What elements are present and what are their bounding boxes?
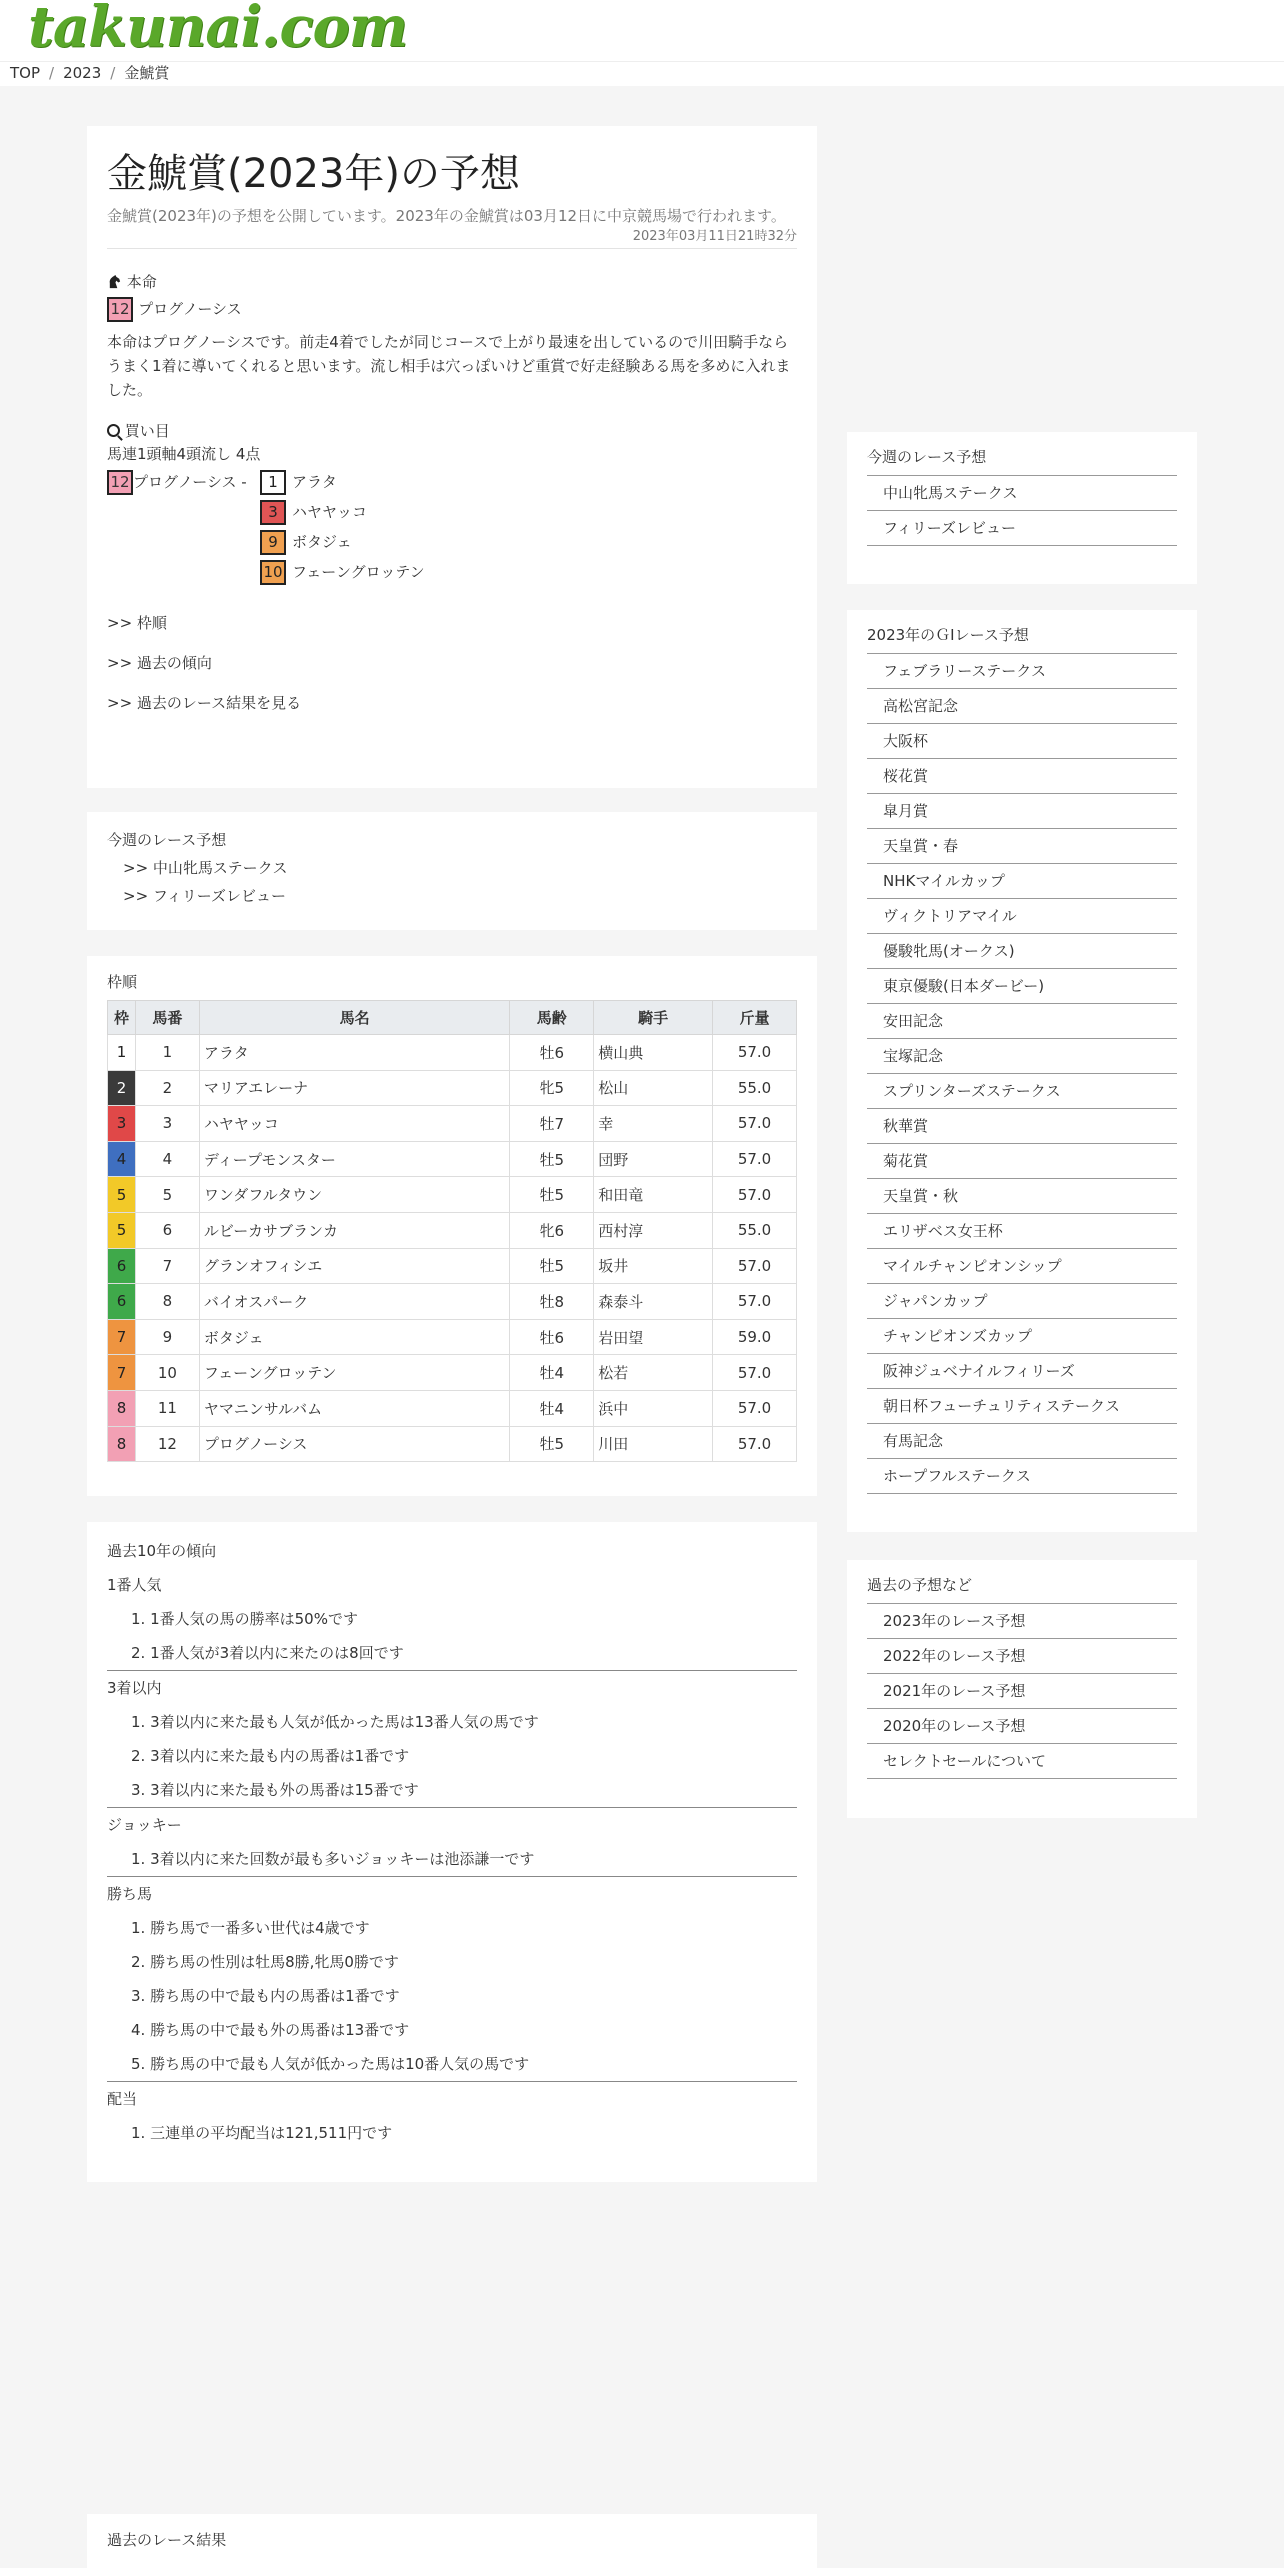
horse-number-cell: 11: [135, 1390, 199, 1426]
horse-number-cell: 9: [135, 1319, 199, 1355]
sidebar-link[interactable]: 2022年のレース予想: [883, 1647, 1026, 1665]
sidebar-link[interactable]: 優駿牝馬(オークス): [883, 942, 1015, 960]
table-row: [108, 1035, 797, 1071]
weight-cell: 57.0: [713, 1141, 797, 1177]
sidebar-link[interactable]: 2020年のレース予想: [883, 1717, 1026, 1735]
partner-list: [260, 470, 425, 590]
sidebar-link[interactable]: 皐月賞: [883, 802, 929, 820]
table-row: [108, 1106, 797, 1142]
table-row: [108, 1284, 797, 1320]
week-races-title: 今週のレース予想: [107, 831, 227, 849]
sidebar-item[interactable]: [867, 1074, 1177, 1109]
sidebar-item[interactable]: [867, 864, 1177, 899]
sidebar-link[interactable]: スプリンターズステークス: [883, 1082, 1061, 1100]
col-name: 馬名: [199, 1001, 509, 1035]
weight-cell: 57.0: [713, 1284, 797, 1320]
sidebar-week-box: [847, 432, 1197, 584]
horse-name-cell: ディープモンスター: [199, 1141, 509, 1177]
sidebar-week-title: 今週のレース予想: [867, 446, 1177, 476]
sidebar-link[interactable]: 天皇賞・春: [883, 837, 959, 855]
link-past-results[interactable]: >> 過去のレース結果を見る: [107, 694, 302, 712]
table-row: [108, 1426, 797, 1462]
article-links: [107, 612, 797, 714]
waku-box: [87, 956, 817, 1496]
partner-row: [260, 560, 425, 590]
horse-name-cell: フェーングロッテン: [199, 1355, 509, 1391]
horse-age-cell: 牝6: [510, 1212, 594, 1248]
waku-cell: 2: [108, 1070, 136, 1106]
horse-name-cell: ルビーカサブランカ: [199, 1212, 509, 1248]
waku-cell: 8: [108, 1426, 136, 1462]
link-trend[interactable]: >> 過去の傾向: [107, 654, 212, 672]
sidebar-item[interactable]: [867, 1354, 1177, 1389]
sidebar-link[interactable]: フィリーズレビュー: [883, 519, 1017, 537]
horse-number-cell: 12: [135, 1426, 199, 1462]
partner-horse-name: ボタジェ: [292, 533, 352, 551]
horse-name-cell: アラタ: [199, 1035, 509, 1071]
sidebar-link[interactable]: フェブラリーステークス: [883, 662, 1047, 680]
jockey-cell: 横山典: [594, 1035, 713, 1071]
weight-cell: 55.0: [713, 1212, 797, 1248]
jockey-cell: 団野: [594, 1141, 713, 1177]
horse-age-cell: 牡4: [510, 1390, 594, 1426]
trend-item: 1. 3着以内に来た回数が最も多いジョッキーは池添謙一です: [131, 1850, 535, 1868]
sidebar-link[interactable]: 朝日杯フューチュリティステークス: [883, 1397, 1120, 1415]
partner-number-badge: 3: [260, 500, 286, 525]
waku-cell: 5: [108, 1212, 136, 1248]
weight-cell: 57.0: [713, 1106, 797, 1142]
sidebar-link[interactable]: 菊花賞: [883, 1152, 929, 1170]
sidebar-item[interactable]: [867, 1039, 1177, 1074]
trend-item: 1. 勝ち馬で一番多い世代は4歳です: [131, 1919, 370, 1937]
trend-item: 2. 勝ち馬の性別は牡馬8勝,牝馬0勝です: [131, 1953, 399, 1971]
partner-row: [260, 530, 425, 560]
sidebar-past-title: 過去の予想など: [867, 1574, 1177, 1604]
sidebar-item[interactable]: [867, 689, 1177, 724]
waku-cell: 1: [108, 1035, 136, 1071]
sidebar-item[interactable]: [867, 1144, 1177, 1179]
waku-cell: 3: [108, 1106, 136, 1142]
sidebar-g1-box: [847, 610, 1197, 1532]
honmei-section: [107, 271, 797, 402]
horse-number-cell: 5: [135, 1177, 199, 1213]
week-races-box: [87, 812, 817, 930]
kaime-section: [107, 420, 797, 592]
weight-cell: 57.0: [713, 1390, 797, 1426]
weight-cell: 57.0: [713, 1248, 797, 1284]
waku-cell: 8: [108, 1390, 136, 1426]
sidebar-item[interactable]: [867, 1284, 1177, 1319]
sidebar-link[interactable]: 有馬記念: [883, 1432, 944, 1450]
sidebar-link[interactable]: 安田記念: [883, 1012, 944, 1030]
table-row: [108, 1319, 797, 1355]
trend-groups: [107, 1568, 797, 2150]
past-results-title: 過去のレース結果: [107, 2531, 227, 2549]
sidebar-item[interactable]: [867, 654, 1177, 689]
weight-cell: 57.0: [713, 1426, 797, 1462]
table-row: [108, 1390, 797, 1426]
sidebar-link[interactable]: 宝塚記念: [883, 1047, 944, 1065]
waku-cell: 5: [108, 1177, 136, 1213]
axis-number-badge: 12: [107, 470, 133, 495]
horse-age-cell: 牡8: [510, 1284, 594, 1320]
sidebar-link[interactable]: セレクトセールについて: [883, 1752, 1047, 1770]
sidebar-item[interactable]: [867, 1249, 1177, 1284]
sidebar-item[interactable]: [867, 1674, 1177, 1709]
weight-cell: 57.0: [713, 1355, 797, 1391]
sidebar-item[interactable]: [867, 1389, 1177, 1424]
col-jockey: 騎手: [594, 1001, 713, 1035]
honmei-horse-name: プログノーシス: [138, 300, 242, 318]
col-number: 馬番: [135, 1001, 199, 1035]
waku-cell: 6: [108, 1284, 136, 1320]
horse-age-cell: 牝5: [510, 1070, 594, 1106]
sidebar-item[interactable]: [867, 1709, 1177, 1744]
kaime-label: 買い目: [124, 422, 170, 440]
horse-age-cell: 牡5: [510, 1177, 594, 1213]
partner-number-badge: 9: [260, 530, 286, 555]
sidebar-link[interactable]: 大阪杯: [883, 732, 929, 750]
sidebar-item[interactable]: [867, 899, 1177, 934]
trend-item: 1. 三連単の平均配当は121,511円です: [131, 2124, 393, 2142]
horse-age-cell: 牡4: [510, 1355, 594, 1391]
horse-number-cell: 3: [135, 1106, 199, 1142]
trend-group-heading: ジョッキー: [107, 1816, 182, 1834]
horse-icon: [107, 274, 122, 289]
table-row: [108, 1141, 797, 1177]
horse-name-cell: ヤマニンサルバム: [199, 1390, 509, 1426]
trend-item: 5. 勝ち馬の中で最も人気が低かった馬は10番人気の馬です: [131, 2055, 530, 2073]
trend-group-heading: 配当: [107, 2090, 138, 2108]
kaime-description: 馬連1頭軸4頭流し 4点: [107, 445, 261, 463]
waku-cell: 6: [108, 1248, 136, 1284]
sidebar-item[interactable]: [867, 724, 1177, 759]
waku-cell: 4: [108, 1141, 136, 1177]
table-row: [108, 1212, 797, 1248]
site-logo[interactable]: takunai.com: [28, 0, 408, 60]
horse-number-cell: 2: [135, 1070, 199, 1106]
partner-horse-name: フェーングロッテン: [292, 563, 425, 581]
sidebar-link[interactable]: チャンピオンズカップ: [883, 1327, 1032, 1345]
jockey-cell: 坂井: [594, 1248, 713, 1284]
sidebar-item[interactable]: [867, 1424, 1177, 1459]
publish-date: 2023年03月11日21時32分: [107, 228, 797, 249]
past-results-box: [87, 2514, 817, 2568]
sidebar-item[interactable]: [867, 1639, 1177, 1674]
page-title: 金鯱賞(2023年)の予想: [107, 151, 521, 197]
sidebar-item[interactable]: [867, 476, 1177, 511]
sidebar-item[interactable]: [867, 934, 1177, 969]
sidebar-item[interactable]: [867, 1004, 1177, 1039]
trend-title: 過去10年の傾向: [107, 1542, 217, 1560]
sidebar-link[interactable]: 阪神ジュベナイルフィリーズ: [883, 1362, 1075, 1380]
horse-name-cell: マリアエレーナ: [199, 1070, 509, 1106]
jockey-cell: 松若: [594, 1355, 713, 1391]
weight-cell: 57.0: [713, 1035, 797, 1071]
breadcrumb-top[interactable]: TOP: [10, 64, 41, 82]
horse-number-cell: 1: [135, 1035, 199, 1071]
sidebar-item[interactable]: [867, 1744, 1177, 1779]
trend-item: 3. 3着以内に来た最も外の馬番は15番です: [131, 1781, 419, 1799]
horse-name-cell: ハヤヤッコ: [199, 1106, 509, 1142]
sidebar-link[interactable]: NHKマイルカップ: [883, 872, 1005, 890]
sidebar-item[interactable]: [867, 511, 1177, 546]
trend-item: 1. 3着以内に来た最も人気が低かった馬は13番人気の馬です: [131, 1713, 539, 1731]
horse-age-cell: 牡7: [510, 1106, 594, 1142]
horse-number-cell: 8: [135, 1284, 199, 1320]
horse-number-cell: 4: [135, 1141, 199, 1177]
horse-age-cell: 牡6: [510, 1035, 594, 1071]
sidebar-link[interactable]: 高松宮記念: [883, 697, 959, 715]
week-race-link-2[interactable]: >> フィリーズレビュー: [123, 887, 286, 905]
partner-number-badge: 10: [260, 560, 286, 585]
horse-number-cell: 6: [135, 1212, 199, 1248]
breadcrumb-year[interactable]: 2023: [63, 64, 102, 82]
sidebar-link[interactable]: ジャパンカップ: [883, 1292, 988, 1310]
table-row: [108, 1355, 797, 1391]
trend-item: 2. 3着以内に来た最も内の馬番は1番です: [131, 1747, 410, 1765]
weight-cell: 57.0: [713, 1177, 797, 1213]
jockey-cell: 松山: [594, 1070, 713, 1106]
horse-age-cell: 牡6: [510, 1319, 594, 1355]
trend-item: 1. 1番人気の馬の勝率は50%です: [131, 1610, 358, 1628]
trend-group-heading: 1番人気: [107, 1576, 162, 1594]
col-waku: 枠: [108, 1001, 136, 1035]
weight-cell: 59.0: [713, 1319, 797, 1355]
breadcrumb-current: 金鯱賞: [124, 64, 170, 82]
jockey-cell: 和田竜: [594, 1177, 713, 1213]
table-row: [108, 1248, 797, 1284]
sidebar-link[interactable]: 桜花賞: [883, 767, 929, 785]
prediction-article: [87, 126, 817, 788]
search-icon: [107, 424, 120, 437]
sidebar-item[interactable]: [867, 829, 1177, 864]
sidebar-item[interactable]: [867, 794, 1177, 829]
horse-name-cell: プログノーシス: [199, 1426, 509, 1462]
trend-item: 4. 勝ち馬の中で最も外の馬番は13番です: [131, 2021, 410, 2039]
sidebar-item[interactable]: [867, 759, 1177, 794]
sidebar-item[interactable]: [867, 1604, 1177, 1639]
sidebar-past-box: [847, 1560, 1197, 1818]
sidebar-g1-title: 2023年のＧⅠレース予想: [867, 624, 1177, 654]
col-age: 馬齢: [510, 1001, 594, 1035]
waku-cell: 7: [108, 1355, 136, 1391]
trend-group-heading: 3着以内: [107, 1679, 162, 1697]
horse-number-cell: 10: [135, 1355, 199, 1391]
week-race-link-1[interactable]: >> 中山牝馬ステークス: [123, 859, 288, 877]
sidebar-link[interactable]: エリザベス女王杯: [883, 1222, 1003, 1240]
horse-age-cell: 牡5: [510, 1248, 594, 1284]
partner-horse-name: ハヤヤッコ: [292, 503, 368, 521]
waku-title: 枠順: [107, 973, 138, 991]
jockey-cell: 森泰斗: [594, 1284, 713, 1320]
horse-name-cell: ボタジェ: [199, 1319, 509, 1355]
jockey-cell: 浜中: [594, 1390, 713, 1426]
breadcrumb: TOP / 2023 / 金鯱賞: [0, 62, 1284, 86]
sidebar-link[interactable]: 天皇賞・秋: [883, 1187, 959, 1205]
sidebar-link[interactable]: ホープフルステークス: [883, 1467, 1031, 1485]
horse-age-cell: 牡5: [510, 1141, 594, 1177]
link-waku[interactable]: >> 枠順: [107, 614, 167, 632]
trend-item: 3. 勝ち馬の中で最も内の馬番は1番です: [131, 1987, 400, 2005]
trend-group-heading: 勝ち馬: [107, 1885, 153, 1903]
sidebar-link[interactable]: 東京優駿(日本ダービー): [883, 977, 1045, 995]
table-row: [108, 1070, 797, 1106]
sidebar-item[interactable]: [867, 1459, 1177, 1494]
sidebar-link[interactable]: 2021年のレース予想: [883, 1682, 1026, 1700]
honmei-comment: 本命はプログノーシスです。前走4着でしたが同じコースで上がり最速を出しているので川田騎手ならうまく1着に導いてくれると思います。流し相手は穴っぽいけど重賞で好走経験ある馬を多めに入れました。: [107, 333, 791, 399]
site-header: [0, 0, 1284, 62]
jockey-cell: 幸: [594, 1106, 713, 1142]
trend-box: [87, 1522, 817, 2182]
table-row: [108, 1177, 797, 1213]
kaime-combination: [107, 468, 797, 592]
partner-row: [260, 500, 425, 530]
horse-age-cell: 牡5: [510, 1426, 594, 1462]
sidebar-link[interactable]: 中山牝馬ステークス: [883, 484, 1018, 502]
horse-name-cell: ワンダフルタウン: [199, 1177, 509, 1213]
jockey-cell: 川田: [594, 1426, 713, 1462]
sidebar-link[interactable]: 秋華賞: [883, 1117, 929, 1135]
jockey-cell: 岩田望: [594, 1319, 713, 1355]
sidebar-item[interactable]: [867, 1319, 1177, 1354]
honmei-label: 本命: [126, 273, 157, 291]
honmei-number-badge: 12: [107, 297, 133, 322]
trend-item: 2. 1番人気が3着以内に来たのは8回です: [131, 1644, 404, 1662]
sidebar-item[interactable]: [867, 1214, 1177, 1249]
partner-horse-name: アラタ: [292, 473, 337, 491]
partner-row: [260, 470, 425, 500]
sidebar-item[interactable]: [867, 1179, 1177, 1214]
sidebar-link[interactable]: マイルチャンピオンシップ: [883, 1257, 1062, 1275]
axis-horse-name: プログノーシス -: [133, 473, 247, 491]
sidebar-link[interactable]: 2023年のレース予想: [883, 1612, 1026, 1630]
horse-name-cell: グランオフィシエ: [199, 1248, 509, 1284]
horse-name-cell: バイオスパーク: [199, 1284, 509, 1320]
sidebar-link[interactable]: ヴィクトリアマイル: [883, 907, 1017, 925]
waku-table: [107, 1000, 797, 1462]
partner-number-badge: 1: [260, 470, 286, 495]
jockey-cell: 西村淳: [594, 1212, 713, 1248]
col-weight: 斤量: [713, 1001, 797, 1035]
sidebar-item[interactable]: [867, 969, 1177, 1004]
waku-cell: 7: [108, 1319, 136, 1355]
sidebar-item[interactable]: [867, 1109, 1177, 1144]
weight-cell: 55.0: [713, 1070, 797, 1106]
horse-number-cell: 7: [135, 1248, 199, 1284]
article-lead: 金鯱賞(2023年)の予想を公開しています。2023年の金鯱賞は03月12日に中京競馬場で行われます。: [107, 207, 786, 225]
